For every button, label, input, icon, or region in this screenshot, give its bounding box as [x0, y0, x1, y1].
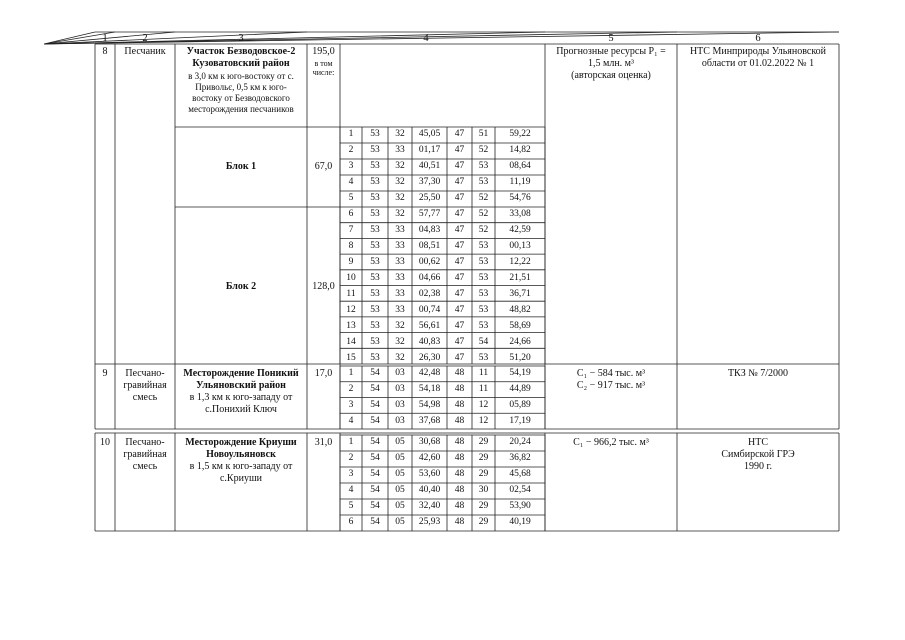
row-10-name-line-2: Новоульяновск — [206, 449, 276, 460]
row-10-name-line-1: Месторождение Криуши — [185, 437, 297, 448]
coordinate-cell: 32 — [395, 177, 405, 187]
coordinate-cell: 8 — [348, 241, 354, 251]
coordinate-cell: 25,50 — [418, 193, 441, 203]
header-col-6: 6 — [755, 33, 761, 44]
coordinate-cell: 33,08 — [509, 209, 531, 219]
coordinate-cell: 5 — [348, 193, 354, 203]
coordinate-row — [340, 303, 545, 319]
coordinate-cell: 05 — [395, 469, 405, 479]
row-10-approval-line-1: НТС — [748, 437, 768, 448]
coordinate-cell: 37,68 — [418, 416, 441, 426]
coordinate-cell: 47 — [454, 161, 465, 171]
coordinate-cell: 05 — [395, 453, 405, 463]
coordinate-cell: 14 — [346, 337, 356, 347]
coordinate-cell: 53,60 — [418, 469, 441, 479]
coordinate-cell: 6 — [348, 517, 354, 527]
coordinate-cell: 00,13 — [509, 241, 531, 251]
coordinate-cell: 54 — [478, 337, 489, 347]
row-9-type-line-3: смесь — [132, 392, 158, 403]
coordinate-cell: 6 — [348, 209, 354, 219]
coordinate-cell: 53 — [370, 321, 380, 331]
coordinate-cell: 47 — [454, 289, 465, 299]
coordinate-cell: 47 — [454, 305, 465, 315]
row-8-desc-line-1: в 3,0 км к юго-востоку от с. — [188, 71, 294, 81]
coordinate-cell: 53 — [478, 257, 489, 267]
coordinate-cell: 33 — [395, 257, 405, 267]
coordinate-cell: 32 — [395, 353, 405, 363]
coordinate-cell: 08,64 — [509, 161, 531, 171]
coordinate-cell: 32 — [395, 161, 405, 171]
coordinate-cell: 52 — [478, 225, 489, 235]
coordinate-cell: 54 — [370, 453, 380, 463]
coordinate-cell: 53 — [370, 145, 380, 155]
coordinate-cell: 40,83 — [418, 337, 441, 347]
coordinate-cell: 48 — [454, 384, 465, 394]
row-8-resources-line-1: Прогнозные ресурсы P₁ = — [556, 46, 666, 57]
header-col-1: 1 — [102, 33, 108, 44]
coordinate-cell: 40,51 — [418, 161, 441, 171]
row-10-area: 31,0 — [314, 437, 333, 448]
coordinate-cell: 13 — [346, 321, 356, 331]
coordinate-row — [340, 499, 545, 515]
header-col-5: 5 — [608, 33, 614, 44]
coordinate-cell: 48 — [454, 416, 465, 426]
coordinate-cell: 54,18 — [418, 384, 441, 394]
coordinate-row — [340, 255, 545, 271]
coordinate-cell: 33 — [395, 289, 405, 299]
coordinate-cell: 32,40 — [418, 501, 441, 511]
coordinate-cell: 40,40 — [418, 485, 441, 495]
coordinate-cell: 47 — [454, 193, 465, 203]
coordinate-cell: 54 — [370, 517, 380, 527]
row-8-desc-line-3: востоку от Безводовского — [192, 93, 290, 103]
coordinate-cell: 9 — [348, 257, 354, 267]
coordinate-cell: 12 — [478, 400, 489, 410]
coordinate-row — [340, 287, 545, 303]
coordinate-cell: 11 — [346, 289, 356, 299]
coordinate-cell: 11 — [478, 368, 489, 378]
coordinate-cell: 48 — [454, 485, 465, 495]
coordinate-cell: 52 — [478, 209, 489, 219]
coordinate-cell: 53 — [370, 273, 380, 283]
row-9-resources-line-1: C₁ − 584 тыс. м³ — [576, 368, 646, 379]
coordinate-cell: 20,24 — [509, 437, 531, 447]
coordinate-cell: 47 — [454, 321, 465, 331]
coordinate-cell: 53 — [370, 241, 380, 251]
row-10-desc-line-2: с.Криуши — [219, 473, 262, 484]
coordinate-cell: 04,83 — [418, 225, 441, 235]
row-10-type-line-2: гравийная — [123, 449, 167, 460]
coordinate-cell: 45,68 — [509, 469, 531, 479]
coordinate-cell: 54,19 — [509, 368, 531, 378]
coordinate-cell: 03 — [395, 368, 405, 378]
coordinate-cell: 53 — [370, 161, 380, 171]
coordinate-cell: 47 — [454, 273, 465, 283]
coordinate-row — [340, 271, 545, 287]
coordinate-cell: 00,62 — [418, 257, 441, 267]
coordinate-cell: 24,66 — [509, 337, 531, 347]
coordinate-row — [340, 239, 545, 255]
coordinate-cell: 03 — [395, 384, 405, 394]
coordinate-cell: 11,19 — [509, 177, 531, 187]
row-9-name-line-2: Ульяновский район — [196, 380, 286, 391]
coordinate-cell: 48 — [454, 517, 465, 527]
coordinate-cell: 53 — [370, 257, 380, 267]
coordinate-cell: 54 — [370, 384, 380, 394]
coordinate-cell: 53 — [370, 177, 380, 187]
coordinate-cell: 54,76 — [509, 193, 531, 203]
coordinate-cell: 54 — [370, 469, 380, 479]
coordinate-row — [340, 319, 545, 335]
coordinate-cell: 1 — [348, 129, 354, 139]
row-9-desc-line-2: с.Понихий Ключ — [205, 404, 277, 415]
coordinate-cell: 26,30 — [418, 353, 441, 363]
coordinate-cell: 53 — [478, 177, 489, 187]
coordinate-row — [340, 515, 545, 531]
coordinate-cell: 03 — [395, 400, 405, 410]
coordinate-cell: 53 — [370, 225, 380, 235]
coordinate-cell: 3 — [348, 161, 354, 171]
coordinate-cell: 11 — [478, 384, 489, 394]
coordinate-row — [340, 435, 545, 451]
coordinate-cell: 33 — [395, 305, 405, 315]
coordinate-cell: 1 — [348, 368, 354, 378]
coordinate-cell: 30 — [478, 485, 489, 495]
coordinate-row — [340, 223, 545, 239]
coordinate-cell: 02,38 — [418, 289, 441, 299]
coordinate-cell: 33 — [395, 241, 405, 251]
row-10-type-line-1: Песчано- — [125, 437, 165, 448]
coordinate-cell: 4 — [348, 485, 354, 495]
coordinate-cell: 05 — [395, 517, 405, 527]
coordinate-cell: 29 — [478, 469, 489, 479]
coordinate-cell: 03 — [395, 416, 405, 426]
coordinate-cell: 10 — [346, 273, 356, 283]
row-8-area-note-1: в том — [314, 59, 333, 68]
coordinate-cell: 12 — [478, 416, 489, 426]
row-9-desc-line-1: в 1,3 км к юго-западу от — [189, 392, 293, 403]
row-9-type-line-1: Песчано- — [125, 368, 165, 379]
coordinate-cell: 05 — [395, 501, 405, 511]
coordinate-cell: 59,22 — [509, 129, 531, 139]
coordinate-cell: 32 — [395, 321, 405, 331]
coordinate-cell: 53,90 — [509, 501, 531, 511]
coordinate-row — [340, 207, 545, 223]
coordinate-cell: 32 — [395, 209, 405, 219]
row-8-type: Песчаник — [124, 46, 166, 57]
row-8-resources-line-3: (авторская оценка) — [571, 70, 651, 81]
coordinate-cell: 05 — [395, 437, 405, 447]
coordinate-cell: 53 — [478, 289, 489, 299]
coordinate-cell: 47 — [454, 209, 465, 219]
coordinate-cell: 08,51 — [418, 241, 441, 251]
coordinate-cell: 53 — [370, 129, 380, 139]
coordinate-row — [340, 351, 545, 367]
coordinate-cell: 17,19 — [509, 416, 531, 426]
row-9-area: 17,0 — [314, 368, 333, 379]
block-1-name: Блок 1 — [225, 161, 257, 172]
coordinate-cell: 44,89 — [509, 384, 531, 394]
coordinate-cell: 05,89 — [509, 400, 531, 410]
coordinate-cell: 48 — [454, 437, 465, 447]
coordinate-cell: 29 — [478, 437, 489, 447]
coordinate-cell: 32 — [395, 337, 405, 347]
coordinate-row — [340, 159, 545, 175]
coordinate-cell: 53 — [478, 321, 489, 331]
coordinate-cell: 04,66 — [418, 273, 441, 283]
coordinate-cell: 53 — [370, 353, 380, 363]
coordinate-cell: 53 — [478, 305, 489, 315]
row-10-resources: C₁ − 966,2 тыс. м³ — [573, 437, 649, 448]
coordinate-cell: 48 — [454, 453, 465, 463]
coordinate-cell: 25,93 — [418, 517, 441, 527]
coordinate-row — [340, 414, 545, 430]
coordinate-cell: 47 — [454, 353, 465, 363]
coordinate-cell: 42,48 — [418, 368, 441, 378]
row-8-resources-line-2: 1,5 млн. м³ — [588, 58, 634, 69]
coordinate-cell: 53 — [370, 337, 380, 347]
row-8-number: 8 — [102, 46, 108, 57]
row-9-resources-line-2: C₂ − 917 тыс. м³ — [576, 380, 646, 391]
coordinate-cell: 57,77 — [418, 209, 441, 219]
coordinate-row — [340, 483, 545, 499]
block-1-area: 67,0 — [314, 161, 333, 172]
coordinate-cell: 54 — [370, 400, 380, 410]
coordinate-cell: 51 — [478, 129, 489, 139]
coordinate-cell: 47 — [454, 145, 465, 155]
row-8-approval-line-1: НТС Минприроды Ульяновской — [689, 46, 827, 57]
coordinate-row — [340, 451, 545, 467]
row-8-area-note-2: числе: — [312, 68, 335, 77]
coordinate-cell: 30,68 — [418, 437, 441, 447]
coordinate-cell: 37,30 — [418, 177, 441, 187]
row-10-approval-line-3: 1990 г. — [744, 461, 772, 472]
coordinate-row — [340, 191, 545, 207]
coordinate-cell: 54 — [370, 416, 380, 426]
block-2-area: 128,0 — [312, 281, 335, 292]
coordinate-cell: 47 — [454, 177, 465, 187]
coordinate-cell: 1 — [348, 437, 354, 447]
coordinate-cell: 40,19 — [509, 517, 531, 527]
coordinate-cell: 29 — [478, 453, 489, 463]
row-8-desc-line-2: Привольє, 0,5 км к юго- — [195, 82, 287, 92]
row-10-number: 10 — [100, 437, 110, 448]
coordinate-cell: 48,82 — [509, 305, 531, 315]
header-col-4: 4 — [423, 33, 429, 44]
coordinate-cell: 5 — [348, 501, 354, 511]
row-9-type-line-2: гравийная — [123, 380, 167, 391]
coordinate-cell: 3 — [348, 400, 354, 410]
coordinate-cell: 45,05 — [418, 129, 441, 139]
coordinate-cell: 53 — [478, 161, 489, 171]
coordinate-cell: 53 — [478, 353, 489, 363]
row-9-approval: ТКЗ № 7/2000 — [727, 368, 789, 379]
coordinate-cell: 2 — [348, 453, 354, 463]
row-8-name-line-1: Участок Безводовское-2 — [186, 46, 296, 57]
coordinate-cell: 53 — [370, 305, 380, 315]
coordinate-cell: 33 — [395, 225, 405, 235]
row-8-area: 195,0 — [312, 46, 335, 57]
block-2-name: Блок 2 — [225, 281, 257, 292]
coordinate-cell: 47 — [454, 225, 465, 235]
row-10-type-line-3: смесь — [132, 461, 158, 472]
coordinate-cell: 2 — [348, 145, 354, 155]
coordinate-cell: 48 — [454, 501, 465, 511]
coordinate-cell: 2 — [348, 384, 354, 394]
coordinate-cell: 36,82 — [509, 453, 531, 463]
coordinate-cell: 42,59 — [509, 225, 531, 235]
coordinate-row — [340, 335, 545, 351]
coordinate-cell: 01,17 — [418, 145, 441, 155]
coordinate-row — [340, 127, 545, 143]
coordinate-cell: 4 — [348, 177, 354, 187]
header-col-3: 3 — [238, 33, 244, 44]
coordinate-cell: 53 — [370, 209, 380, 219]
row-8-name-line-2: Кузоватовский район — [192, 58, 290, 69]
coordinate-cell: 29 — [478, 517, 489, 527]
coordinate-cell: 36,71 — [509, 289, 531, 299]
coordinate-cell: 58,69 — [509, 321, 531, 331]
coordinate-cell: 47 — [454, 337, 465, 347]
coordinate-cell: 51,20 — [509, 353, 531, 363]
coordinate-cell: 47 — [454, 257, 465, 267]
coordinate-cell: 05 — [395, 485, 405, 495]
row-10-desc-line-1: в 1,5 км к юго-западу от — [189, 461, 293, 472]
coordinate-row — [340, 366, 545, 382]
coordinate-cell: 29 — [478, 501, 489, 511]
coordinate-cell: 53 — [478, 241, 489, 251]
coordinate-cell: 56,61 — [418, 321, 441, 331]
coordinate-cell: 32 — [395, 193, 405, 203]
coordinate-cell: 33 — [395, 273, 405, 283]
coordinate-cell: 52 — [478, 193, 489, 203]
coordinate-row — [340, 143, 545, 159]
coordinate-cell: 48 — [454, 400, 465, 410]
coordinate-cell: 53 — [478, 273, 489, 283]
coordinate-row — [340, 382, 545, 398]
coordinate-cell: 47 — [454, 241, 465, 251]
coordinate-cell: 52 — [478, 145, 489, 155]
coordinate-cell: 47 — [454, 129, 465, 139]
row-9-name-line-1: Месторождение Поникий — [183, 368, 299, 379]
coordinate-row — [340, 175, 545, 191]
coordinate-cell: 54 — [370, 501, 380, 511]
coordinate-cell: 48 — [454, 368, 465, 378]
coordinate-cell: 53 — [370, 289, 380, 299]
coordinate-cell: 33 — [395, 145, 405, 155]
coordinate-row — [340, 398, 545, 414]
coordinate-cell: 54 — [370, 368, 380, 378]
coordinate-cell: 4 — [348, 416, 354, 426]
coordinate-cell: 3 — [348, 469, 354, 479]
row-8-desc-line-4: месторождения песчаников — [188, 104, 294, 114]
coordinate-cell: 15 — [346, 353, 356, 363]
coordinate-cell: 53 — [370, 193, 380, 203]
coordinate-cell: 7 — [348, 225, 354, 235]
coordinate-cell: 02,54 — [509, 485, 531, 495]
coordinate-cell: 32 — [395, 129, 405, 139]
coordinate-cell: 42,60 — [418, 453, 441, 463]
coordinate-row — [340, 467, 545, 483]
row-10-approval-line-2: Симбирской ГРЭ — [721, 449, 795, 460]
row-8-approval-line-2: области от 01.02.2022 № 1 — [701, 58, 815, 69]
coordinate-cell: 54 — [370, 485, 380, 495]
coordinate-cell: 12 — [346, 305, 356, 315]
coordinate-cell: 48 — [454, 469, 465, 479]
coordinate-cell: 12,22 — [509, 257, 531, 267]
header-col-2: 2 — [142, 33, 148, 44]
row-9-number: 9 — [102, 368, 108, 379]
coordinate-cell: 54,98 — [418, 400, 441, 410]
coordinate-cell: 54 — [370, 437, 380, 447]
coordinate-cell: 14,82 — [509, 145, 531, 155]
coordinate-cell: 21,51 — [509, 273, 531, 283]
coordinate-cell: 00,74 — [418, 305, 441, 315]
